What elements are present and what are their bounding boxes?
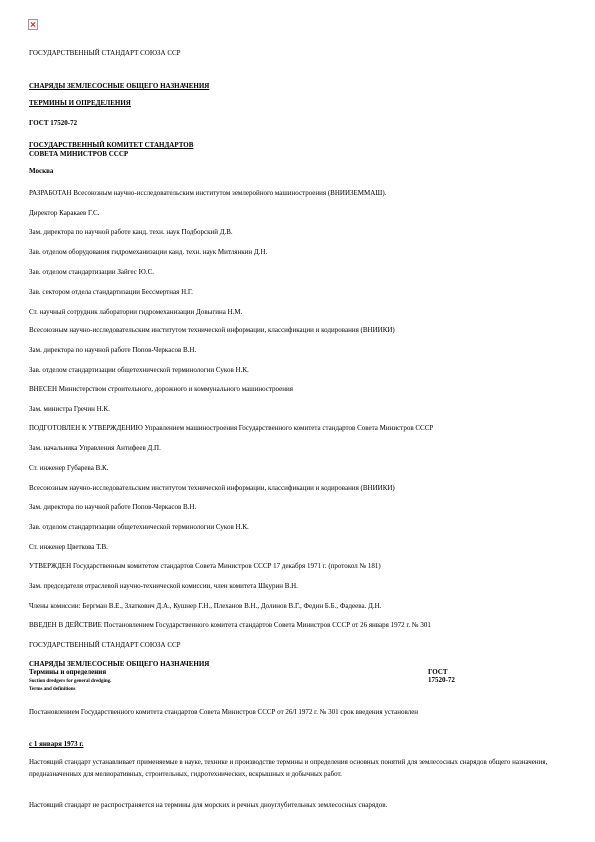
header-table-english-2: Terms and definitions [29, 687, 76, 692]
header-table-english-1: Suction dredgers for general dredging. [29, 679, 112, 684]
deputy-minister-line: Зам. министра Гречин Н.К. [29, 405, 110, 413]
dept-head-standardization-line: Зав. отделом стандартизации Зайгес Ю.С. [29, 268, 154, 276]
header-table-gost-number: 17520-72 [428, 676, 455, 684]
committee-line-1: ГОСУДАРСТВЕННЫЙ КОМИТЕТ СТАНДАРТОВ [29, 141, 194, 149]
introduced-by: ВНЕСЕН Министерством строительного, дорожного и коммунального машиностроения [29, 385, 293, 393]
header-table-subtitle-row [29, 668, 569, 676]
senior-engineer-line-2: Ст. инженер Цветкова Т.В. [29, 543, 108, 551]
effective-date: с 1 января 1973 г. [29, 740, 84, 748]
vniiki-line-2: Всесоюзным научно-исследовательским институтом технической информации, классификации и кодирования (ВНИИКИ) [29, 484, 395, 492]
header-table-gost-label: ГОСТ [428, 668, 448, 676]
broken-image-icon [28, 19, 38, 30]
vniiki-line-1: Всесоюзным научно-исследовательским институтом технической информации, классификации и кодирования (ВНИИКИ) [29, 326, 395, 334]
header-table-english-row-2 [29, 684, 569, 692]
committee-heading [29, 141, 193, 159]
approved-by: УТВЕРЖДЕН Государственным комитетом стандартов Совета Министров СССР 17 декабря 1971 г. (протокол № 181) [29, 562, 381, 570]
prepared-by: ПОДГОТОВЛЕН К УТВЕРЖДЕНИЮ Управлением машиностроения Государственного комитета стандартов Совета Министров СССР [29, 424, 434, 432]
scope-paragraph: Настоящий стандарт устанавливает применяемые в науке, технике и производстве термины и определения основных понятий для землесосных снарядов общего назначения, предназначенных для мелиоративных, строительных, гидротехнических, вскрышных и добычных работ. [29, 758, 548, 778]
city-label: Москва [29, 167, 54, 175]
vniiki-dept-line-1: Зав. отделом стандартизации общетехнической терминологии Суков Н.К. [29, 366, 249, 374]
director-line: Директор Каракаев Г.С. [29, 209, 100, 217]
standard-header-table [29, 660, 569, 692]
dept-head-equipment-line: Зав. отделом оборудования гидромеханизации канд. техн. наук Митлянкин Д.Н. [29, 248, 268, 256]
state-standard-heading: ГОСУДАРСТВЕННЫЙ СТАНДАРТ СОЮЗА ССР [29, 49, 181, 57]
deputy-head-dept-line: Зам. начальника Управления Антифеев Д.П. [29, 444, 161, 452]
deputy-director-line: Зам. директора по научной работе канд. техн. наук Подборский Д.В. [29, 228, 233, 236]
header-table-title: СНАРЯДЫ ЗЕМЛЕСОСНЫЕ ОБЩЕГО НАЗНАЧЕНИЯ [29, 660, 210, 668]
developed-by: РАЗРАБОТАН Всесоюзным научно-исследовательским институтом землеройного машиностроения (ВНИИЗЕММАШ). [29, 189, 387, 197]
commission-chair-line: Зам. председателя отраслевой научно-технической комиссии, член комитета Шкурин В.Н. [29, 582, 298, 590]
commission-members-line: Члены комиссии: Бергман В.Е., Златкович Д.А., Кушнер Г.Н., Плеханов В.Н., Долинов В.Г., Федин Б.Б., Фадеева. Д.Н. [29, 602, 382, 610]
sector-head-line: Зав. сектором отдела стандартизации Бессмертная Н.Г. [29, 288, 193, 296]
header-table-subtitle: Термины и определения [29, 668, 107, 676]
document-subtitle: ТЕРМИНЫ И ОПРЕДЕЛЕНИЯ [29, 99, 131, 107]
exclusion-paragraph: Настоящий стандарт не распространяется на термины для морских и речных дноуглубительных землесосных снарядов. [29, 801, 388, 809]
enacted-line: ВВЕДЕН В ДЕЙСТВИЕ Постановлением Государственного комитета стандартов Совета Министров СССР от 26 января 1972 г. № 301 [29, 621, 431, 629]
senior-researcher-line: Ст. научный сотрудник лаборатории гидромеханизации Довыгина Н.М. [29, 308, 243, 316]
senior-engineer-line-1: Ст. инженер Губарева В.К. [29, 464, 109, 472]
vniiki-deputy-line-2: Зам. директора по научной работе Попов-Черкасов В.Н. [29, 503, 197, 511]
state-standard-heading-2: ГОСУДАРСТВЕННЫЙ СТАНДАРТ СОЮЗА ССР [29, 641, 181, 649]
document-title: СНАРЯДЫ ЗЕМЛЕСОСНЫЕ ОБЩЕГО НАЗНАЧЕНИЯ [29, 82, 210, 90]
committee-line-2: СОВЕТА МИНИСТРОВ СССР [29, 150, 129, 158]
header-table-english-row [29, 676, 569, 684]
decree-paragraph: Постановлением Государственного комитета стандартов Совета Министров СССР от 26/I 1972 г. № 301 срок введения установлен [29, 708, 419, 716]
vniiki-deputy-line-1: Зам. директора по научной работе Попов-Черкасов В.Н. [29, 346, 197, 354]
vniiki-dept-line-2: Зав. отделом стандартизации общетехнической терминологии Суков Н.К. [29, 523, 249, 531]
gost-number: ГОСТ 17520-72 [29, 119, 78, 127]
